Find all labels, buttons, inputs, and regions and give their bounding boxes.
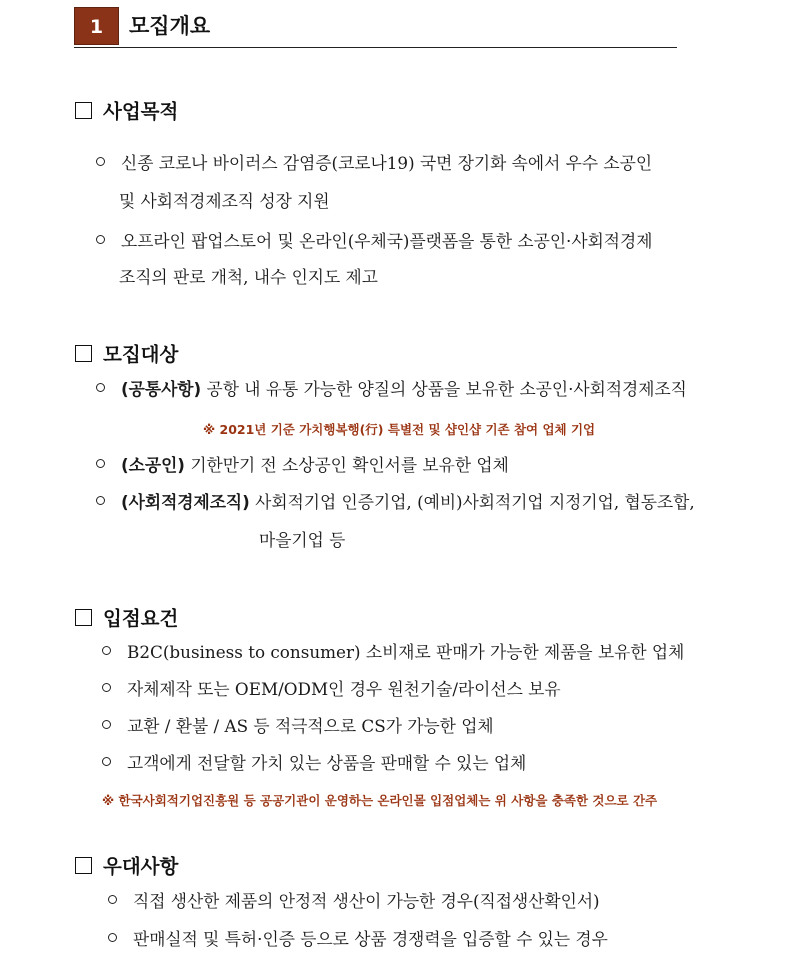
- purpose-item-2-line2: 조직의 판로 개척, 내수 인지도 제고: [119, 267, 378, 287]
- circle-bullet-icon: [102, 683, 111, 692]
- requirement-item-4: [102, 744, 526, 782]
- target-social-line2: 마을기업 등: [259, 530, 346, 550]
- circle-bullet-icon: [108, 933, 117, 942]
- circle-bullet-icon: [108, 895, 117, 904]
- target-social-label: (사회적경제조직): [121, 492, 250, 512]
- target-note: ※ 2021년 기준 가치행복행(行) 특별전 및 샵인샵 기존 참여 업체 기업: [203, 422, 596, 437]
- section-heading: 모집개요: [129, 14, 211, 38]
- circle-bullet-icon: [96, 235, 105, 244]
- purpose-item-1: [96, 144, 652, 182]
- purpose-title: [75, 96, 178, 124]
- preference-item-1: [108, 882, 600, 920]
- target-title: [75, 339, 178, 367]
- purpose-title-text: 사업목적: [103, 100, 179, 123]
- preference-title: [75, 851, 178, 879]
- preference-item-1-text: 직접 생산한 제품의 안정적 생산이 가능한 경우(직접생산확인서): [133, 891, 600, 911]
- target-small: [96, 446, 509, 484]
- requirements-note: ※ 한국사회적기업진흥원 등 공공기관이 운영하는 온라인몰 입점업체는 위 사항을 충족한 것으로 간주: [102, 793, 658, 808]
- preference-title-text: 우대사항: [103, 855, 179, 878]
- circle-bullet-icon: [96, 383, 105, 392]
- requirement-item-3-text: 교환 / 환불 / AS 등 적극적으로 CS가 가능한 업체: [127, 716, 494, 736]
- checkbox-square-icon: [75, 609, 92, 626]
- section-number-badge: 1: [74, 7, 119, 45]
- circle-bullet-icon: [102, 757, 111, 766]
- circle-bullet-icon: [102, 646, 111, 655]
- target-common: [96, 370, 687, 408]
- preference-item-2: [108, 920, 608, 958]
- target-social-text: 사회적기업 인증기업, (예비)사회적기업 지정기업, 협동조합,: [255, 492, 695, 512]
- purpose-item-1-line1: 신종 코로나 바이러스 감염증(코로나19) 국면 장기화 속에서 우수 소공인: [121, 153, 653, 173]
- checkbox-square-icon: [75, 857, 92, 874]
- circle-bullet-icon: [96, 459, 105, 468]
- requirement-item-4-text: 고객에게 전달할 가치 있는 상품을 판매할 수 있는 업체: [127, 753, 527, 773]
- circle-bullet-icon: [96, 496, 105, 505]
- checkbox-square-icon: [75, 102, 92, 119]
- purpose-item-2-line1: 오프라인 팝업스토어 및 온라인(우체국)플랫폼을 통한 소공인·사회적경제: [121, 231, 653, 251]
- target-common-text: 공항 내 유통 가능한 양질의 상품을 보유한 소공인·사회적경제조직: [206, 379, 687, 399]
- purpose-item-2: [96, 222, 652, 260]
- requirement-item-3: [102, 707, 494, 745]
- requirement-item-2: [102, 670, 561, 708]
- circle-bullet-icon: [102, 720, 111, 729]
- requirements-title: [75, 603, 178, 631]
- requirements-title-text: 입점요건: [103, 607, 179, 630]
- purpose-item-1-line2: 및 사회적경제조직 성장 지원: [119, 191, 330, 211]
- preference-item-2-text: 판매실적 및 특허·인증 등으로 상품 경쟁력을 입증할 수 있는 경우: [133, 929, 608, 949]
- circle-bullet-icon: [96, 157, 105, 166]
- requirement-item-2-text: 자체제작 또는 OEM/ODM인 경우 원천기술/라이선스 보유: [127, 679, 561, 699]
- target-small-label: (소공인): [121, 455, 185, 475]
- requirement-item-1: [102, 633, 684, 671]
- target-title-text: 모집대상: [103, 343, 179, 366]
- target-small-text: 기한만기 전 소상공인 확인서를 보유한 업체: [190, 455, 509, 475]
- target-social: [96, 483, 695, 521]
- section-header: [74, 7, 677, 48]
- requirement-item-1-text: B2C(business to consumer) 소비재로 판매가 가능한 제품을 보유한 업체: [127, 642, 685, 662]
- checkbox-square-icon: [75, 345, 92, 362]
- target-common-label: (공통사항): [121, 379, 202, 399]
